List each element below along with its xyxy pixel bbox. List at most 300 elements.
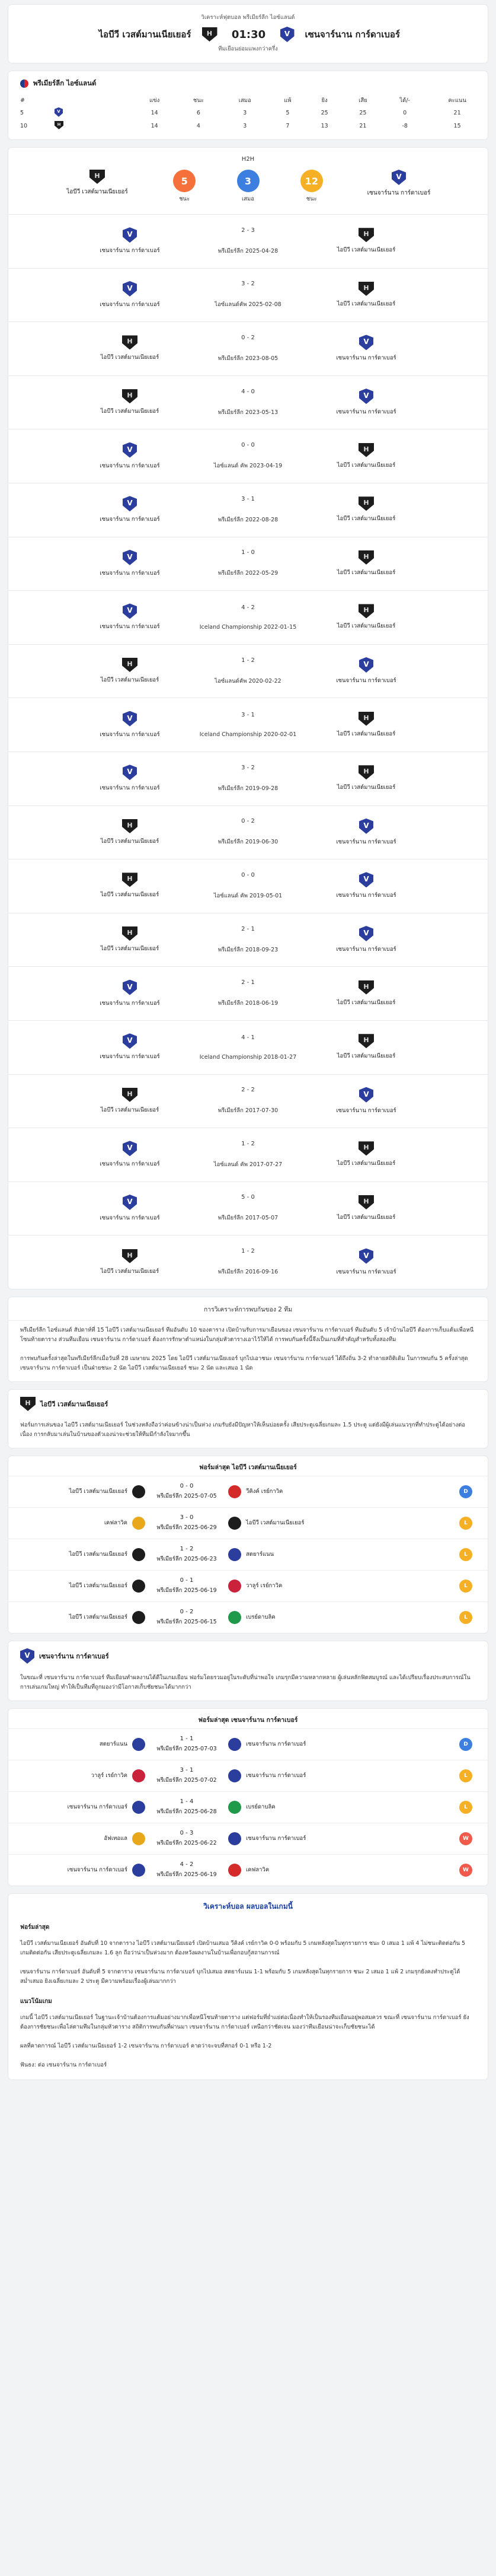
standings-cell: -8 [402,123,408,129]
form-home-team: เคฟลาวิค [104,1520,127,1527]
match-home-team-name: เซนจาร์นาน การ์ดาเบอร์ [100,1053,160,1061]
match-away-team-badge-icon [359,1249,373,1264]
match-away-team-name: ไอบีวี เวสต์มานเนียเยอร์ [337,461,396,469]
match-score: 1 - 2 [241,1140,255,1147]
form-match-row[interactable] [8,1791,488,1823]
match-home-team-badge-icon [123,496,137,511]
form-match-row[interactable] [8,1728,488,1760]
match-away-team-badge-icon [359,604,374,618]
match-home-team-name: ไอบีวี เวสต์มานเนียเยอร์ [100,677,159,684]
standings-cell: 3 [243,110,247,116]
form-home-team: ไอบีวี เวสต์มานเนียเยอร์ [69,1551,127,1558]
h2h-away-wins: 12 [300,170,323,192]
h2h-match-row[interactable] [8,321,488,375]
match-competition-date: Iceland Championship 2018-01-27 [199,1053,297,1061]
match-score: 3 - 1 [241,712,255,719]
form-score: 0 - 1 [180,1577,194,1584]
match-home-team-badge-icon [123,1141,137,1156]
match-home-team-badge-icon [123,1033,137,1049]
match-away-team-badge-icon [359,712,374,726]
match-home-team-name: ไอบีวี เวสต์มานเนียเยอร์ [100,838,159,845]
form-away-team: เซนจาร์นาน การ์ดาเบอร์ [246,1741,306,1748]
match-score: 2 - 2 [241,1087,255,1094]
team-badge-icon [228,1769,241,1782]
h2h-match-row[interactable] [8,590,488,644]
match-away-team-badge-icon [359,872,373,887]
match-home-team-name: เซนจาร์นาน การ์ดาเบอร์ [100,569,160,577]
standings-cell: 25 [321,110,328,116]
form-competition-date: พรีเมียร์ลีก 2025-06-19 [156,1871,217,1878]
form-match-row[interactable] [8,1476,488,1507]
h2h-match-list [8,214,488,1289]
form-result-badge: D [459,1485,472,1498]
match-home-team-badge-icon [123,980,137,995]
team-badge-icon [228,1738,241,1751]
prediction-card [8,1894,488,2080]
match-competition-date: พรีเมียร์ลีก 2023-05-13 [217,409,279,416]
team-badge-icon [132,1738,145,1751]
match-away-team-badge-icon [359,1087,373,1103]
team-badge-icon [228,1485,241,1498]
match-competition-date: พรีเมียร์ลีก 2017-05-07 [217,1215,279,1222]
match-note: ทีมเยือนย่อมแพงกว่าครึ่ง [218,46,278,52]
form-competition-date: พรีเมียร์ลีก 2025-06-23 [156,1555,217,1562]
standings-cell: 0 [403,110,407,116]
home-team-badge-icon [202,27,217,42]
match-score: 4 - 0 [241,388,255,395]
match-competition-date: พรีเมียร์ลีก 2025-04-28 [217,247,279,254]
form-result-badge: D [459,1738,472,1751]
h2h-match-row[interactable] [8,1074,488,1128]
form-match-row[interactable] [8,1601,488,1633]
match-home-team-name: เซนจาร์นาน การ์ดาเบอร์ [100,301,160,308]
h2h-match-row[interactable] [8,1235,488,1289]
match-away-team-name: ไอบีวี เวสต์มานเนียเยอร์ [337,515,396,523]
form-competition-date: พรีเมียร์ลีก 2025-06-28 [156,1808,217,1815]
match-competition-date: พรีเมียร์ลีก 2018-06-19 [217,1000,279,1007]
h2h-match-row[interactable] [8,1128,488,1182]
form-result-badge: L [459,1548,472,1561]
match-competition-date: Iceland Championship 2020-02-01 [199,731,297,738]
match-home-team-badge-icon [123,765,137,780]
prediction-subheading: ฟอร์มล่าสุด [20,1924,50,1931]
h2h-match-row[interactable] [8,483,488,537]
h2h-match-row[interactable] [8,698,488,752]
standings-cell: 14 [151,123,158,129]
match-away-team-name: ไอบีวี เวสต์มานเนียเยอร์ [337,569,396,576]
form-result-badge: L [459,1611,472,1624]
match-competition-date: ไอซ์แลนด์คัพ 2020-02-22 [215,677,281,684]
team-badge-icon [228,1548,241,1561]
team-badge-icon [132,1548,145,1561]
team-badge-icon [132,1769,145,1782]
team-badge-icon [228,1517,241,1530]
form-result-badge: L [459,1580,472,1593]
team-badge-icon [228,1611,241,1624]
match-competition-date: พรีเมียร์ลีก 2022-08-28 [217,516,279,523]
form-home-team: เซนจาร์นาน การ์ดาเบอร์ [67,1804,127,1811]
match-score: 1 - 0 [241,549,255,556]
match-away-team-name: เซนจาร์นาน การ์ดาเบอร์ [336,1107,396,1114]
match-competition-date: Iceland Championship 2022-01-15 [199,623,297,631]
form-home-team: เซนจาร์นาน การ์ดาเบอร์ [67,1867,127,1874]
standings-cell: 3 [243,123,247,129]
match-away-team-badge-icon [359,657,373,673]
form-score: 0 - 0 [180,1482,194,1489]
form-home-team: สตยาร์แนน [99,1741,127,1748]
form-away-team: เซนจาร์นาน การ์ดาเบอร์ [246,1772,306,1779]
match-header [8,5,488,63]
analysis-paragraph: การพบกันครั้งล่าสุดในพรีเมียร์ลีกเมื่อวันที่ 28 เมษายน 2025 โดย ไอบีวี เวสต์มานเนียเยอร์ บุกไปเอาชนะ เซนจาร์นาน การ์ดาเบอร์ ได้ถึงถิ่น 3-2 ทำลายสถิติเดิม ในการพบกัน 5 ครั้งล่าสุด เซนจาร์นาน การ์ดาเบอร์ เป็นฝ่ายชนะ 2 นัด ไอบีวี เวสต์มานเนียเยอร์ ชนะ 2 นัด และเสมอ 1 นัด [20,1355,468,1371]
match-competition-date: พรีเมียร์ลีก 2017-07-30 [217,1107,279,1115]
team-badge-icon [228,1832,241,1845]
match-home-team-badge-icon [123,711,137,727]
away-team-name[interactable]: เซนจาร์นาน การ์ดาเบอร์ [305,29,400,40]
team-badge-icon [132,1864,145,1877]
team-badge-icon [132,1801,145,1814]
match-away-team-name: ไอบีวี เวสต์มานเนียเยอร์ [337,300,396,307]
form-home-team: วาลูร์ เรย์กาวิค [91,1772,127,1779]
match-away-team-name: ไอบีวี เวสต์มานเนียเยอร์ [337,1053,396,1060]
form-match-row[interactable] [8,1854,488,1886]
home-form-title: ฟอร์มล่าสุด ไอบีวี เวสต์มานเนียเยอร์ [199,1463,297,1471]
standings-col-header: ได้/- [399,97,410,104]
match-home-team-badge-icon [122,1249,137,1263]
standings-col-header [50,95,133,106]
standings-cell: 10 [20,123,28,129]
h2h-summary [8,166,488,214]
match-away-team-name: เซนจาร์นาน การ์ดาเบอร์ [336,946,396,953]
match-score: 2 - 3 [241,227,255,234]
h2h-match-row[interactable] [8,268,488,322]
match-score: 1 - 2 [241,657,255,664]
h2h-match-row[interactable] [8,913,488,967]
form-away-team: เบรย์ดาบลิค [246,1614,276,1621]
form-match-row[interactable] [8,1507,488,1539]
form-match-row[interactable] [8,1823,488,1854]
h2h-title: H2H [241,156,255,163]
match-home-team-name: ไอบีวี เวสต์มานเนียเยอร์ [100,1106,159,1113]
match-home-team-badge-icon [122,819,137,833]
form-score: 1 - 1 [180,1735,194,1742]
team-badge-icon [132,1832,145,1845]
match-home-team-badge-icon [123,227,137,243]
form-away-team: สตยาร์แนน [246,1551,274,1558]
analysis-card [8,1297,488,1381]
team-badge-icon [132,1611,145,1624]
form-competition-date: พรีเมียร์ลีก 2025-07-05 [156,1492,217,1499]
match-score: 3 - 1 [241,495,255,502]
match-subtitle: วิเคราะห์ฟุตบอล พรีเมียร์ลีก ไอซ์แลนด์ [201,14,295,21]
h2h-match-row[interactable] [8,752,488,805]
match-home-team-badge-icon [123,550,137,565]
league-logo-icon [20,79,28,88]
match-score: 0 - 2 [241,334,255,341]
match-competition-date: ไอซ์แลนด์ คัพ 2023-04-19 [213,463,283,470]
standings-cell [50,120,133,132]
match-competition-date: พรีเมียร์ลีก 2019-09-28 [217,785,279,792]
match-home-team-name: เซนจาร์นาน การ์ดาเบอร์ [100,999,160,1007]
analysis-title: การวิเคราะห์การพบกันของ 2 ทีม [8,1297,488,1321]
match-home-team-name: เซนจาร์นาน การ์ดาเบอร์ [100,785,160,792]
standings-cell [50,106,133,120]
form-result-badge: L [459,1801,472,1814]
match-home-team-badge-icon [123,603,137,619]
match-home-team-badge-icon [122,1088,137,1102]
match-score: 1 - 2 [241,1248,255,1255]
match-away-team-name: เซนจาร์นาน การ์ดาเบอร์ [336,892,396,899]
prediction-subheading: แนวโน้มเกม [20,1998,52,2005]
away-team-text: ในขณะที่ เซนจาร์นาน การ์ดาเบอร์ ทีมเยือนทำผลงานได้ดีในเกมเยือน ฟอร์มโดยรวมอยู่ในระดับที่น่าพอใจ เกมรุกมีความหลากหลาย ผู้เล่นหลักฟิตสมบูรณ์ และได้เปรียบเรื่องประสบการณ์ในการเล่นเกมใหญ่ ทำให้เป็นทีมที่ถูกมองว่ามีโอกาสเก็บชัยชนะได้มากกว่า [20,1674,471,1690]
standings-cell: 5 [286,110,290,116]
match-score: 3 - 2 [241,281,255,288]
form-away-team: ไอบีวี เวสต์มานเนียเยอร์ [246,1520,305,1527]
form-home-team: ไอบีวี เวสต์มานเนียเยอร์ [69,1614,127,1621]
standings-row[interactable] [8,120,488,132]
match-away-team-name: เซนจาร์นาน การ์ดาเบอร์ [336,838,396,845]
standings-cell: 15 [453,123,461,129]
match-score: 4 - 1 [241,1034,255,1041]
form-away-team: เคฟลาวิค [246,1867,270,1874]
match-home-team-name: เซนจาร์นาน การ์ดาเบอร์ [100,623,160,631]
standings-col-header: แข่ง [149,97,160,104]
form-score: 4 - 2 [180,1861,194,1868]
form-competition-date: พรีเมียร์ลีก 2025-06-15 [156,1618,217,1625]
home-form-card [8,1456,488,1633]
prediction-paragraph: ผลที่คาดการณ์ ไอบีวี เวสต์มานเนียเยอร์ 1-2 เซนจาร์นาน การ์ดาเบอร์ คาดว่าจะจบที่สกอร์ 0-1 หรือ 1-2 [20,2042,272,2049]
h2h-home-wins-label: ชนะ [179,196,190,202]
form-score: 0 - 2 [180,1608,194,1615]
match-away-team-name: เซนจาร์นาน การ์ดาเบอร์ [336,1268,396,1275]
team-badge-icon [132,1517,145,1530]
kickoff-time: 01:30 [231,28,266,41]
match-away-team-badge-icon [359,335,373,350]
form-home-team: ไอบีวี เวสต์มานเนียเยอร์ [69,1488,127,1495]
prediction-paragraph: ไอบีวี เวสต์มานเนียเยอร์ อันดับที่ 10 จากตาราง ไอบีวี เวสต์มานเนียเยอร์ เปิดบ้านเสมอ วีคิงค์ เรย์กาวิค 0-0 พร้อมกับ 5 เกมหลังสุดในทุกรายการ ชนะ 0 เสมอ 1 แพ้ 4 ไม่ชนะติดต่อกัน 5 เกมติดต่อกัน เสียประตูเฉลี่ยเกมละ 1.6 ลูก ถือว่าน่าเป็นห่วงมาก ต้องหวังผลงานในบ้านเพื่อกอบกู้สถานการณ์ [20,1940,466,1956]
form-result-badge: L [459,1517,472,1530]
form-match-row[interactable] [8,1539,488,1570]
h2h-away-name[interactable]: เซนจาร์นาน การ์ดาเบอร์ [367,190,431,196]
h2h-match-row[interactable] [8,375,488,429]
standings-cell: 25 [359,110,367,116]
form-home-team: อัฟเทอแล [104,1835,127,1842]
standings-cell: 21 [359,123,367,129]
prediction-paragraph: เซนจาร์นาน การ์ดาเบอร์ อันดับที่ 5 จากตาราง เซนจาร์นาน การ์ดาเบอร์ บุกไปเสมอ สตยาร์แนน 1-1 พร้อมกับ 5 เกมหลังสุดในทุกรายการ ชนะ 2 เสมอ 1 แพ้ 2 เกมรุกยังคงทำประตูได้สม่ำเสมอ ยิงเฉลี่ยเกมละ 2 ประตู มีความพร้อมเรื่องผู้เล่นมากกว่า [20,1968,460,1985]
match-away-team-badge-icon [359,228,374,242]
prediction-paragraph: เกมนี้ ไอบีวี เวสต์มานเนียเยอร์ ในฐานะเจ้าบ้านต้องการแต้มอย่างมากเพื่อหนีโซนท้ายตาราง แต่ฟอร์มที่ย่ำแย่ต่อเนื่องทำให้เป็นรองทีมเยือนอยู่พอสมควร ขณะที่ เซนจาร์นาน การ์ดาเบอร์ ยังต้องการชัยชนะเพื่อไล่ตามทีมในกลุ่มหัวตาราง สถิติการพบกันที่ผ่านมา เซนจาร์นาน การ์ดาเบอร์ เหนือกว่าชัดเจน มองว่าทีมเยือนน่าจะเก็บชัยชนะได้ [20,2014,469,2030]
match-score: 3 - 2 [241,764,255,771]
home-team-name[interactable]: ไอบีวี เวสต์มานเนียเยอร์ [98,29,191,40]
match-away-team-badge-icon [359,443,374,457]
form-competition-date: พรีเมียร์ลีก 2025-06-22 [156,1839,217,1846]
form-competition-date: พรีเมียร์ลีก 2025-07-02 [156,1776,217,1784]
match-away-team-badge-icon [359,389,373,404]
match-away-team-name: ไอบีวี เวสต์มานเนียเยอร์ [337,247,396,254]
standings-col-header: # [20,97,25,104]
match-home-team-name: ไอบีวี เวสต์มานเนียเยอร์ [100,945,159,953]
match-home-team-name: เซนจาร์นาน การ์ดาเบอร์ [100,1161,160,1168]
h2h-away-badge-icon [392,170,406,185]
match-home-team-name: เซนจาร์นาน การ์ดาเบอร์ [100,462,160,469]
match-away-team-name: ไอบีวี เวสต์มานเนียเยอร์ [337,730,396,737]
match-away-team-name: เซนจาร์นาน การ์ดาเบอร์ [336,677,396,684]
h2h-match-row[interactable] [8,1182,488,1236]
away-team-heading[interactable]: เซนจาร์นาน การ์ดาเบอร์ [39,1652,109,1660]
form-away-team: เซนจาร์นาน การ์ดาเบอร์ [246,1835,306,1842]
match-away-team-name: เซนจาร์นาน การ์ดาเบอร์ [336,409,396,416]
standings-cell: 13 [321,123,328,129]
h2h-match-row[interactable] [8,966,488,1020]
form-score: 1 - 4 [180,1798,194,1805]
prediction-pick: ฟันธง: ต่อ เซนจาร์นาน การ์ดาเบอร์ [20,2061,107,2068]
h2h-match-row[interactable] [8,644,488,698]
standings-col-header: แพ้ [284,97,292,104]
match-away-team-badge-icon [359,819,373,834]
match-home-team-name: เซนจาร์นาน การ์ดาเบอร์ [100,516,160,523]
match-home-team-badge-icon [123,281,137,297]
h2h-match-row[interactable] [8,805,488,859]
match-away-team-badge-icon [359,282,374,296]
match-away-team-name: ไอบีวี เวสต์มานเนียเยอร์ [337,1160,396,1167]
standings-card [8,71,488,139]
match-away-team-badge-icon [359,496,374,511]
h2h-home-wins: 5 [173,170,196,192]
standings-col-header: คะแนน [448,97,466,104]
match-home-team-name: ไอบีวี เวสต์มานเนียเยอร์ [100,354,159,361]
h2h-match-row[interactable] [8,537,488,591]
form-match-row[interactable] [8,1760,488,1791]
standings-cell: 14 [151,110,158,116]
standings-cell: 6 [196,110,200,116]
home-team-badge-icon [20,1397,36,1411]
match-home-team-name: ไอบีวี เวสต์มานเนียเยอร์ [100,891,159,899]
h2h-match-row[interactable] [8,859,488,913]
match-away-team-badge-icon [359,980,374,995]
match-score: 0 - 0 [241,871,255,878]
match-home-team-name: ไอบีวี เวสต์มานเนียเยอร์ [100,408,159,415]
match-home-team-badge-icon [123,1195,137,1210]
match-score: 2 - 1 [241,979,255,986]
match-competition-date: พรีเมียร์ลีก 2019-06-30 [217,839,279,846]
match-away-team-badge-icon [359,1141,374,1155]
match-away-team-name: ไอบีวี เวสต์มานเนียเยอร์ [337,1214,396,1221]
match-score: 4 - 2 [241,604,255,611]
away-form-card [8,1709,488,1886]
form-result-badge: W [459,1864,472,1877]
away-form-title: ฟอร์มล่าสุด เซนจาร์นาน การ์ดาเบอร์ [198,1716,298,1724]
match-competition-date: ไอซ์แลนด์คัพ 2025-02-08 [215,301,281,308]
match-away-team-name: ไอบีวี เวสต์มานเนียเยอร์ [337,784,396,791]
match-competition-date: พรีเมียร์ลีก 2022-05-29 [217,570,279,577]
form-match-row[interactable] [8,1570,488,1601]
match-home-team-badge-icon [122,389,137,403]
match-home-team-name: ไอบีวี เวสต์มานเนียเยอร์ [100,1268,159,1275]
away-team-badge-icon [280,27,295,42]
match-away-team-badge-icon [359,1034,374,1048]
standings-col-header: ยิง [321,97,328,104]
match-home-team-badge-icon [122,658,137,672]
form-home-team: ไอบีวี เวสต์มานเนียเยอร์ [69,1582,127,1590]
analysis-paragraph: พรีเมียร์ลีก ไอซ์แลนด์ สัปดาห์ที่ 15 ไอบีวี เวสต์มานเนียเยอร์ ทีมอันดับ 10 ของตาราง เปิดบ้านรับการมาเยือนของ เซนจาร์นาน การ์ดาเบอร์ ทีมอันดับ 5 เจ้าบ้านไอบีวี ต้องการเก็บแต้มเพื่อหนีโซนท้ายตาราง ส่วนทีมเยือน เซนจาร์นาน การ์ดาเบอร์ ต้องการรักษาตำแหน่งในกลุ่มหัวตารางเอาไว้ให้ได้ การพบกันครั้งนี้จึงเป็นเกมที่สำคัญสำหรับทั้งสองทีม [20,1326,474,1343]
match-score: 0 - 2 [241,818,255,825]
match-home-team-name: เซนจาร์นาน การ์ดาเบอร์ [100,1214,160,1221]
form-competition-date: พรีเมียร์ลีก 2025-06-29 [156,1524,217,1531]
match-away-team-name: ไอบีวี เวสต์มานเนียเยอร์ [337,623,396,630]
h2h-home-badge-icon [89,170,105,184]
standings-cell: 7 [286,123,290,129]
match-home-team-name: เซนจาร์นาน การ์ดาเบอร์ [100,731,160,738]
form-score: 3 - 1 [180,1766,194,1773]
form-away-team: วีคิงค์ เรย์กาวิค [246,1488,283,1495]
match-competition-date: ไอซ์แลนด์ คัพ 2017-07-27 [213,1161,283,1168]
league-name[interactable]: พรีเมียร์ลีก ไอซ์แลนด์ [33,79,97,87]
h2h-match-row[interactable] [8,214,488,268]
h2h-away-wins-label: ชนะ [306,196,317,202]
standings-col-header: ชนะ [193,97,204,104]
form-score: 1 - 2 [180,1545,194,1552]
form-competition-date: พรีเมียร์ลีก 2025-07-03 [156,1745,217,1752]
match-score: 5 - 0 [241,1194,255,1201]
team-badge-icon [132,1580,145,1593]
standings-cell: 21 [453,110,461,116]
standings-cell: 5 [20,110,24,116]
standings-table [8,95,488,132]
team-badge-icon [132,1485,145,1498]
match-away-team-badge-icon [359,765,374,779]
h2h-match-row[interactable] [8,1020,488,1074]
form-result-badge: W [459,1832,472,1845]
match-away-team-name: ไอบีวี เวสต์มานเนียเยอร์ [337,999,396,1006]
match-competition-date: ไอซ์แลนด์ คัพ 2019-05-01 [213,892,283,899]
team-badge-icon [228,1580,241,1593]
home-team-analysis [8,1390,488,1448]
match-away-team-badge-icon [359,1195,374,1209]
h2h-card [8,148,488,1289]
home-team-heading[interactable]: ไอบีวี เวสต์มานเนียเยอร์ [40,1400,108,1408]
h2h-draws: 3 [237,170,260,192]
standings-row[interactable] [8,106,488,120]
standings-col-header: เสีย [359,97,367,104]
match-competition-date: พรีเมียร์ลีก 2016-09-16 [217,1269,279,1276]
h2h-home-name[interactable]: ไอบีวี เวสต์มานเนียเยอร์ [66,189,128,195]
match-score: 2 - 1 [241,925,255,932]
h2h-match-row[interactable] [8,429,488,483]
standings-cell: 4 [196,123,200,129]
match-away-team-badge-icon [359,926,373,941]
away-team-analysis [8,1641,488,1701]
match-away-team-badge-icon [359,550,374,565]
match-score: 0 - 0 [241,442,255,449]
form-competition-date: พรีเมียร์ลีก 2025-06-19 [156,1587,217,1594]
form-score: 0 - 3 [180,1829,194,1836]
match-home-team-badge-icon [122,335,137,349]
match-home-team-badge-icon [122,873,137,887]
team-badge-icon [55,121,63,129]
form-result-badge: L [459,1769,472,1782]
team-badge-icon [228,1864,241,1877]
standings-col-header: เสมอ [238,97,251,104]
match-competition-date: พรีเมียร์ลีก 2023-08-05 [217,355,279,362]
prediction-title: วิเคราะห์บอล ผลบอลในเกมนี้ [203,1902,293,1910]
away-team-badge-icon [20,1648,34,1664]
match-away-team-name: เซนจาร์นาน การ์ดาเบอร์ [336,355,396,362]
match-home-team-badge-icon [123,442,137,458]
team-badge-icon [55,107,63,117]
form-score: 3 - 0 [180,1514,194,1521]
match-competition-date: พรีเมียร์ลีก 2018-09-23 [217,946,279,953]
form-away-team: วาลูร์ เรย์กาวิค [246,1582,283,1590]
match-home-team-name: เซนจาร์นาน การ์ดาเบอร์ [100,247,160,254]
